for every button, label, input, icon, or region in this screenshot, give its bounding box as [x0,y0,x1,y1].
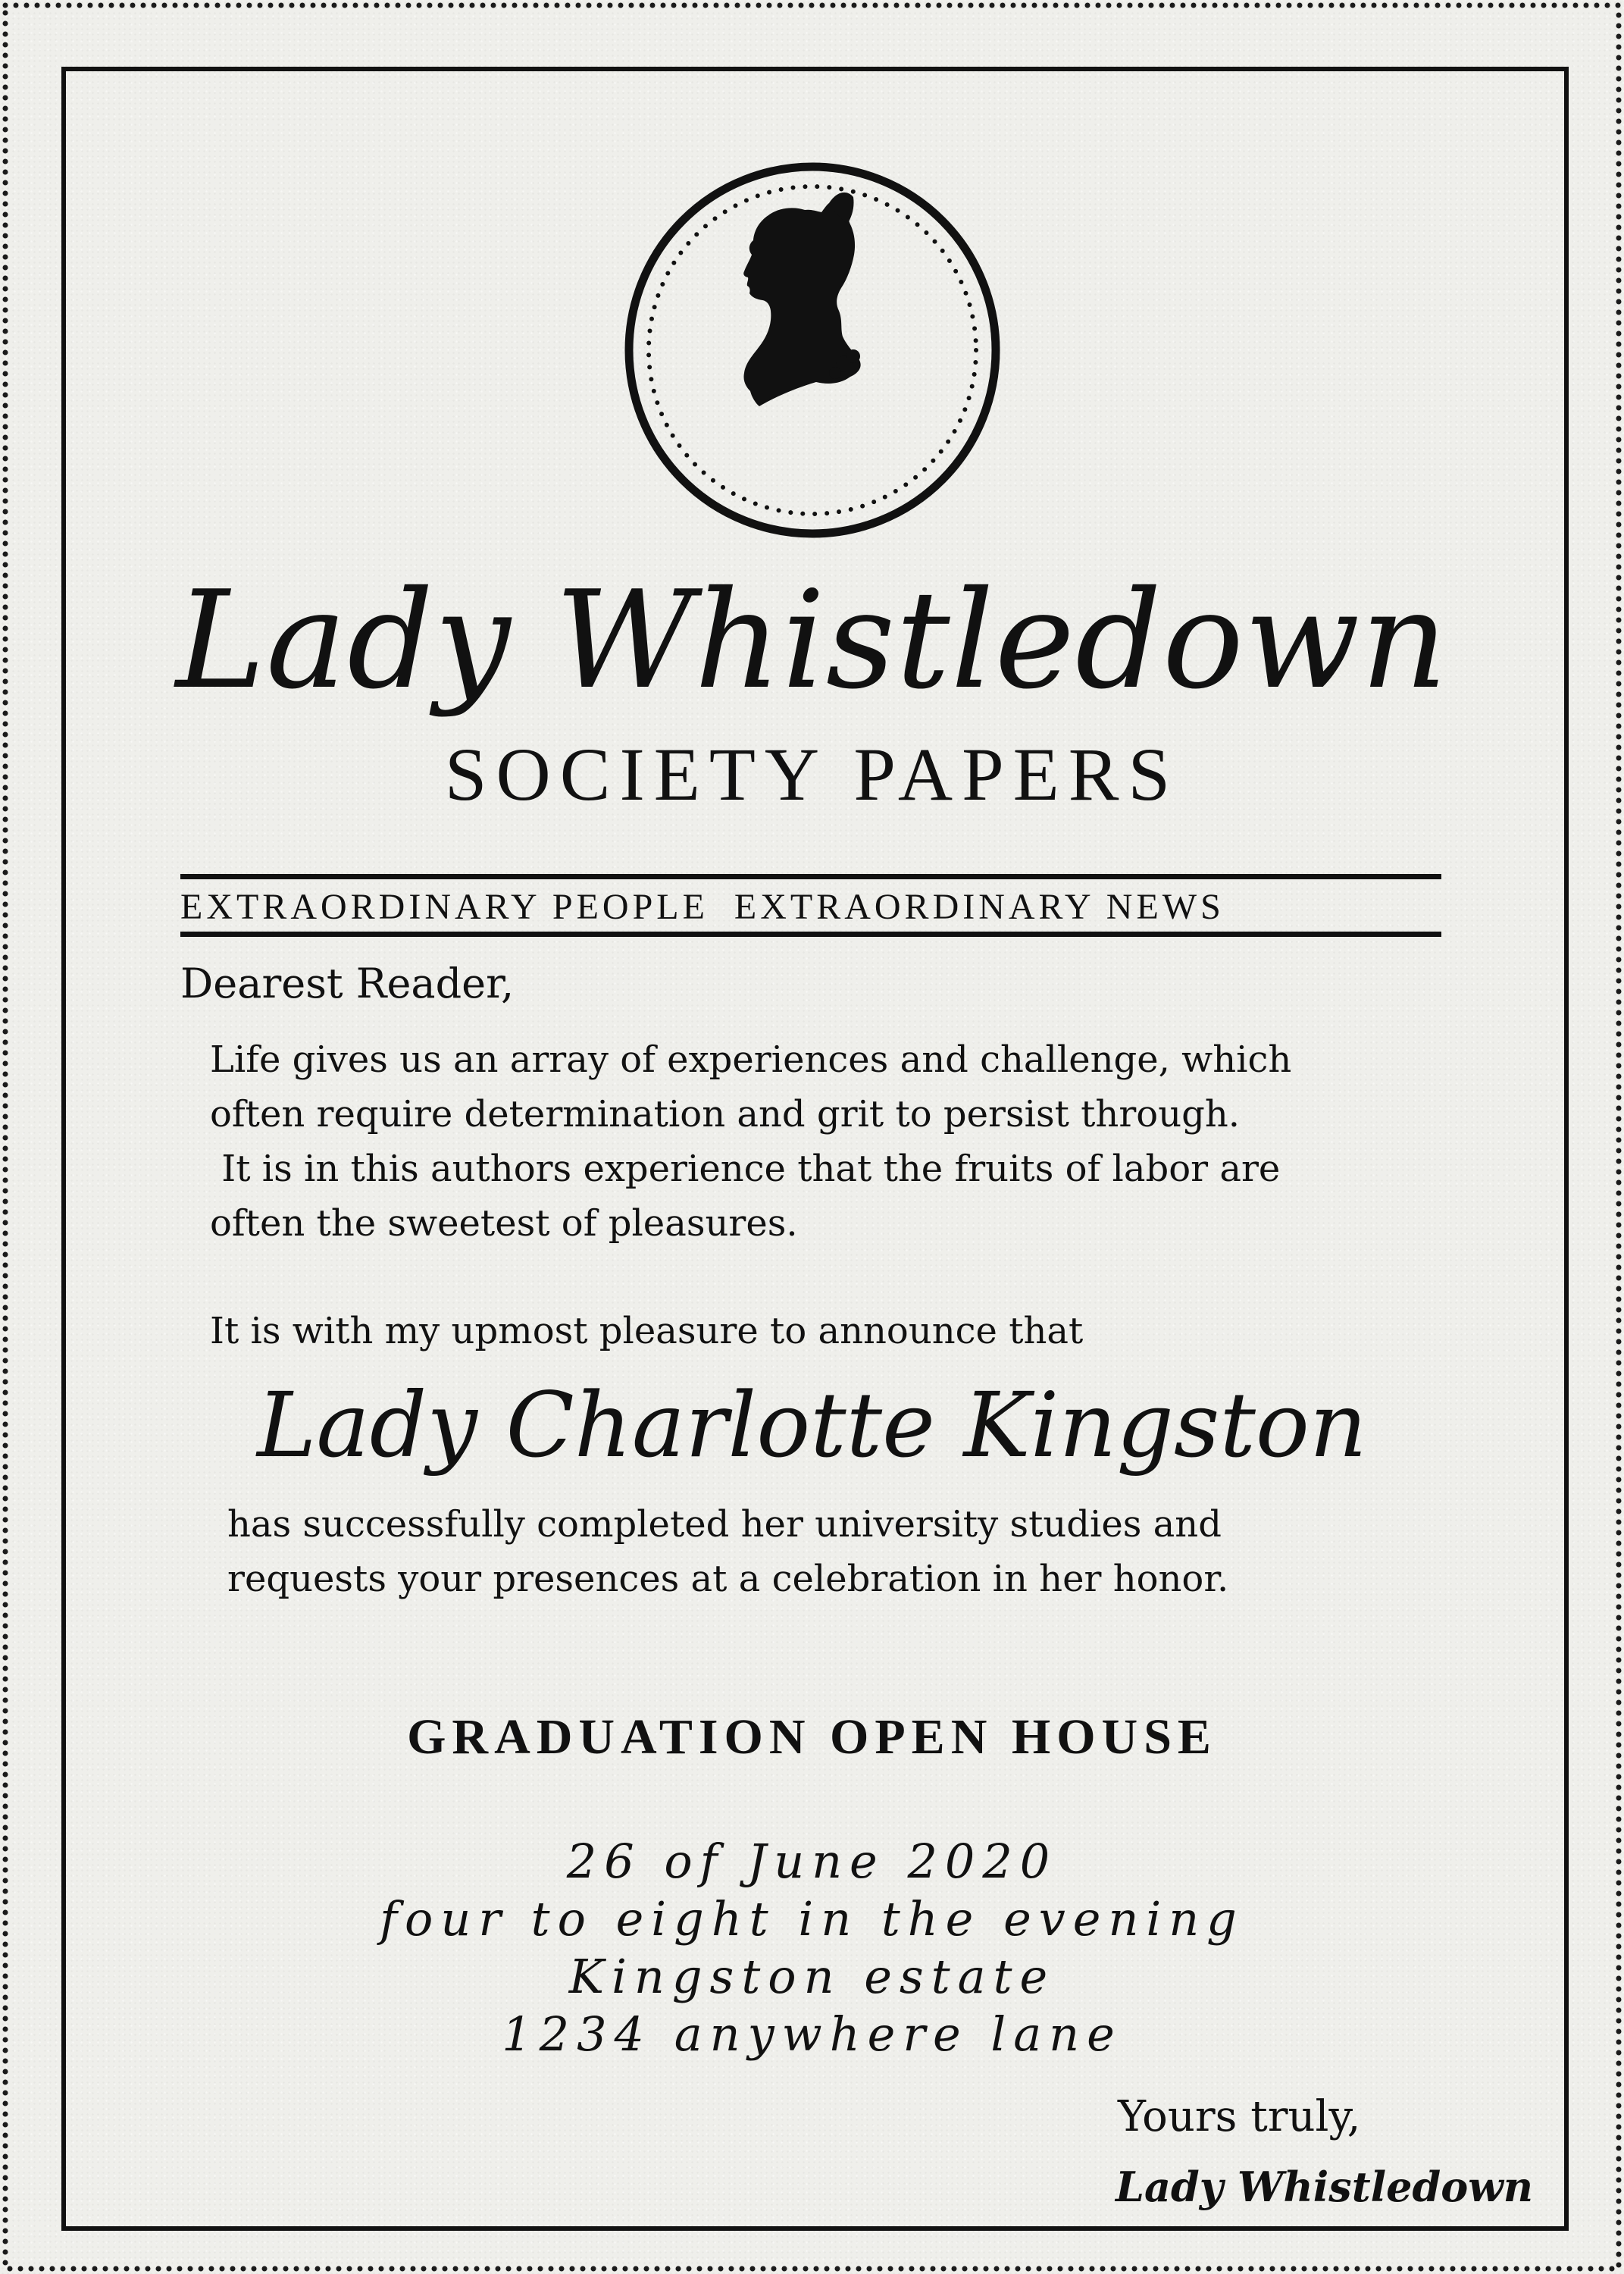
tagline-rule-top [180,874,1441,879]
newspaper-subtitle: SOCIETY PAPERS [444,732,1180,816]
announcement-line: It is with my upmost pleasure to announce that [210,1310,1084,1352]
salutation: Dearest Reader, [180,960,515,1007]
tagline: EXTRAORDINARY PEOPLE EXTRAORDINARY NEWS [180,887,1225,927]
event-address: 1234 anywhere lane [502,2006,1122,2062]
celebration-paragraph: has successfully completed her university studies and requests your presences at a celebration in her honor. [227,1503,1229,1600]
tagline-rule-bottom [180,932,1441,937]
signature: Lady Whistledown [1116,2163,1534,2211]
honoree-name: Lady Charlotte Kingston [257,1373,1367,1477]
event-title: GRADUATION OPEN HOUSE [407,1709,1217,1765]
valediction: Yours truly, [1118,2092,1361,2141]
event-time: four to eight in the evening [380,1891,1244,1947]
event-date: 26 of June 2020 [566,1834,1058,1889]
event-venue: Kingston estate [568,1949,1056,2004]
lady-silhouette-cameo-icon [623,161,1002,540]
newspaper-title: Lady Whistledown [175,562,1449,719]
cameo-emblem [623,161,1002,540]
intro-paragraph: Life gives us an array of experiences and challenge, which often require determination and grit to persist through. It is in this authors experience that the fruits of labor are often the sweetest of pleasures. [210,1038,1292,1245]
